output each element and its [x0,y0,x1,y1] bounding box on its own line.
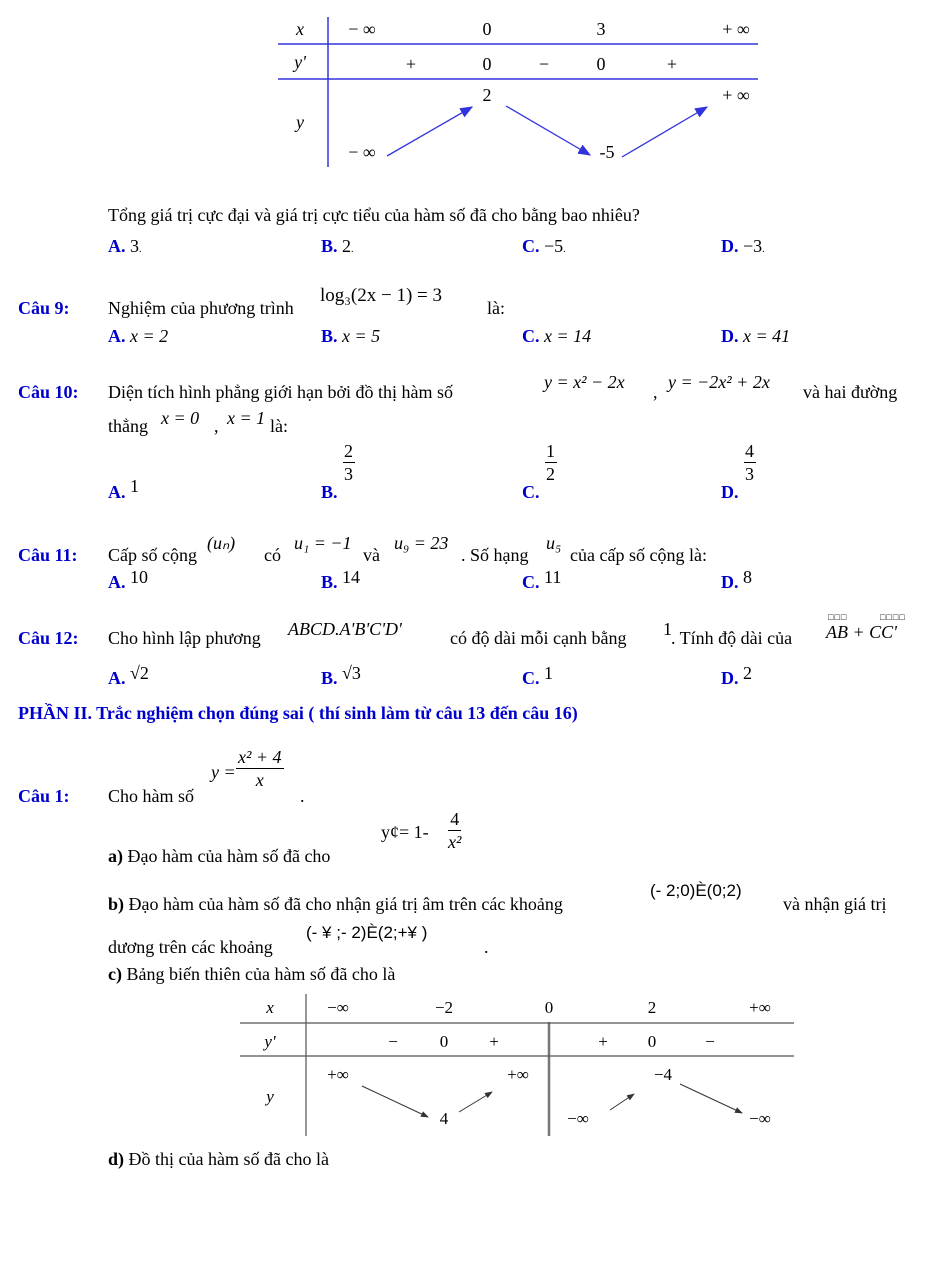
x-value: +∞ [749,998,771,1017]
option-value: x = 5 [342,326,381,346]
option-value: 1 [544,663,553,683]
fraction-denominator: 3 [745,464,754,484]
q12-cube-name: ABCD.A'B'C'D' [288,619,402,639]
q10-option-a[interactable] [108,476,139,503]
fraction-denominator: 2 [546,464,555,484]
option-value: x = 41 [743,326,791,346]
q12-edge-length: 1 [663,619,672,639]
row-label-y: y [266,1087,274,1106]
part-label: d) [108,1149,125,1169]
option-label: A. [108,482,126,502]
x-value: 0 [544,998,554,1017]
option-value: 3 [130,236,139,256]
option-label: C. [522,668,540,688]
q10-option-c[interactable] [522,440,557,502]
q9-option-d[interactable] [721,326,790,347]
vector-arrow-icon: □□□ [828,612,848,622]
part-2-heading: PHẦN II. Trắc nghiệm chọn đúng sai ( thí sinh làm từ câu 13 đến câu 16) [18,703,578,723]
x-value: 3 [596,19,606,39]
sign: 0 [439,1032,449,1051]
q12-vector-expression [826,612,906,643]
sign: − [705,1032,715,1051]
q1-function [236,746,284,791]
sign: − [388,1032,398,1051]
q12-option-a[interactable] [108,663,149,689]
q10-line-x0: x = 0 [161,408,200,428]
q9-option-b[interactable] [321,326,380,347]
q1-b-interval-positive: (- ¥ ;- 2)È(2;+¥ ) [306,923,428,942]
q12-text-3: . Tính độ dài của [671,628,793,648]
increasing-arrow [387,107,472,156]
question-12-label: Câu 12: [18,628,79,648]
q1-b-text-2: và nhận giá trị [783,894,887,914]
row-label-y-prime: y' [264,1032,276,1051]
fraction-numerator: x² + 4 [238,747,282,767]
q11-text-4: . Số hạng [461,545,529,565]
fraction-denominator: 3 [344,464,354,484]
q8-option-c[interactable]: C. −5. [522,236,566,256]
x-value: + ∞ [722,19,750,39]
part-text: Bảng biến thiên của hàm số đã cho là [126,964,396,984]
part-text: Đồ thị của hàm số đã cho là [128,1149,329,1169]
q1-part-b [108,894,563,915]
question-10-label: Câu 10: [18,382,79,402]
y-value: +∞ [327,1065,349,1084]
q8-option-a[interactable]: A. 3. [108,236,142,256]
part-text: Đạo hàm của hàm số đã cho nhận giá trị âm trên các khoảng [128,894,563,914]
q11-u9: u₉ = 23 [394,533,449,553]
q1-part-a [108,846,330,867]
decreasing-arrow [506,106,590,155]
option-label: B. [321,482,338,502]
row-label-x: x [296,19,304,39]
sign: 0 [647,1032,657,1051]
x-value: − ∞ [348,19,376,39]
q9-option-a[interactable] [108,326,168,347]
q10-text-after: là: [270,416,288,436]
x-value: −∞ [327,998,349,1017]
option-label: C. [522,572,540,592]
q9-equation: log₃(2x − 1) = 3 [320,285,442,306]
fraction-numerator: 4 [448,808,461,831]
fraction-numerator: 4 [745,441,754,461]
q1-a-expression-lhs: y¢= 1- [381,822,429,842]
increasing-arrow [622,107,707,157]
option-value: 10 [130,567,148,587]
q8-option-b[interactable]: B. 2. [321,236,354,256]
q1-part-d [108,1149,329,1170]
y-value: −4 [653,1065,673,1084]
option-label: A. [108,668,126,688]
y-value: − ∞ [348,142,376,162]
fraction-denominator: x [255,770,264,790]
q10-option-b[interactable] [321,440,355,502]
q11-option-a[interactable] [108,567,148,593]
x-value: 2 [647,998,657,1017]
y-value: 2 [482,85,492,105]
option-value: x = 14 [544,326,592,346]
q10-line-x1: x = 1 [227,408,266,428]
q12-text-2: có độ dài mỗi cạnh bằng [450,628,627,648]
variation-table-2 [240,990,800,1140]
q11-option-d[interactable] [721,567,752,593]
fraction-numerator: 2 [344,441,354,461]
sign: + [405,54,417,74]
q11-text-2: có [264,545,281,565]
q11-sequence: (uₙ) [207,533,236,553]
option-label: B. [321,326,338,346]
q1-b-text-3: dương trên các khoảng [108,937,273,957]
q10-line2-text: thẳng [108,416,148,436]
sign: + [489,1032,499,1051]
vector-arrow-icon: □□□□ [880,612,906,622]
option-value: x = 2 [130,326,169,346]
increasing-arrow [610,1094,634,1110]
q11-u5: u₅ [546,533,562,553]
q10-option-d[interactable] [721,440,756,502]
q11-text-5: của cấp số cộng là: [570,545,707,565]
option-label: A. [108,572,126,592]
question-8-text: Tổng giá trị cực đại và giá trị cực tiểu của hàm số đã cho bằng bao nhiêu? [108,205,640,225]
part-label: c) [108,964,122,984]
q11-u1: u₁ = −1 [294,533,352,553]
q8-option-d[interactable]: D. −3. [721,236,765,256]
question-10-text: Diện tích hình phẳng giới hạn bởi đồ thị hàm số [108,382,453,402]
sign: − [538,54,550,74]
option-value: 2 [743,663,752,683]
option-value: −3 [743,236,763,256]
part-label: a) [108,846,123,866]
vector-expression-text: AB + CC' [826,622,897,642]
question-1-label: Câu 1: [18,786,70,806]
part-label: b) [108,894,125,914]
option-label: A. [108,326,126,346]
option-value: 11 [544,567,562,587]
q12-option-b[interactable] [321,663,361,689]
q12-option-d[interactable] [721,663,752,689]
question-9-label: Câu 9: [18,298,70,318]
q11-option-b[interactable] [321,567,361,593]
q11-text-1: Cấp số cộng [108,545,197,565]
x-value: 0 [482,19,492,39]
sign: 0 [596,54,606,74]
q9-option-c[interactable] [522,326,591,347]
period: . [484,937,489,957]
y-value: -5 [599,142,615,162]
option-label: D. [721,236,739,256]
option-value: 1 [130,476,139,496]
q12-option-c[interactable] [522,663,553,689]
question-11-label: Câu 11: [18,545,78,565]
q10-function-2: y = −2x² + 2x [668,372,770,392]
q1-func-lhs: y = [211,762,236,782]
q10-function-1: y = x² − 2x [544,372,625,392]
q10-text-mid: và hai đường [803,382,898,402]
period: . [300,786,305,806]
part-text: Đạo hàm của hàm số đã cho [127,846,331,866]
sign: 0 [482,54,492,74]
y-value: −∞ [749,1109,771,1128]
option-label: D. [721,668,739,688]
fraction-denominator: x² [448,832,462,852]
variation-table-1 [270,0,770,170]
option-label: D. [721,572,739,592]
option-value: −5 [544,236,564,256]
sign: + [598,1032,608,1051]
y-value: −∞ [567,1109,589,1128]
row-label-y-prime: y' [294,52,306,72]
option-label: B. [321,236,338,256]
y-value: + ∞ [722,85,750,105]
comma: , [653,382,658,402]
option-label: B. [321,668,338,688]
fraction-numerator: 1 [546,441,555,461]
q1-b-interval-negative: (- 2;0)È(0;2) [650,881,742,900]
sign: + [666,54,678,74]
row-label-x: x [266,998,274,1017]
row-label-y: y [296,112,304,132]
q11-option-c[interactable] [522,567,562,593]
option-value: 8 [743,567,752,587]
option-value: √2 [130,663,149,683]
option-value: 2 [342,236,352,256]
q1-a-expression-frac [448,808,461,853]
q1-part-c [108,964,395,985]
option-label: D. [721,482,739,502]
option-value: √3 [342,663,361,683]
increasing-arrow [459,1092,492,1112]
q9-text-after: là: [487,298,505,318]
q11-text-3: và [363,545,380,565]
option-label: C. [522,482,540,502]
option-label: D. [721,326,739,346]
comma: , [214,416,219,436]
option-label: C. [522,326,540,346]
option-label: B. [321,572,338,592]
decreasing-arrow [362,1086,428,1117]
q12-text-1: Cho hình lập phương [108,628,261,648]
option-label: A. [108,236,126,256]
q1-text: Cho hàm số [108,786,195,806]
option-label: C. [522,236,540,256]
option-value: 14 [342,567,361,587]
x-value: −2 [434,998,454,1017]
y-value: +∞ [507,1065,529,1084]
y-value: 4 [439,1109,449,1128]
question-9-text: Nghiệm của phương trình [108,298,294,318]
decreasing-arrow [680,1084,742,1113]
